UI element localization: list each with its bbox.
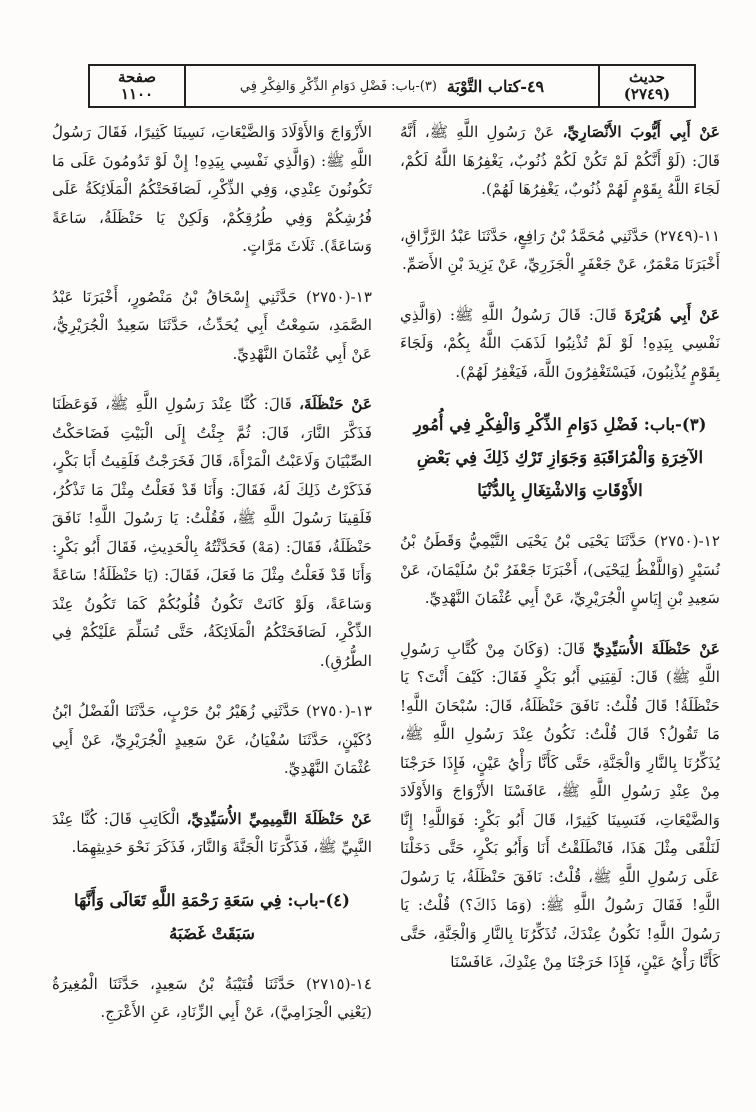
hadith-text: عَنْ حَنْظَلَةَ الأُسَيِّدِيِّ قَالَ: (وَكَانَ مِنْ كُتَّابِ رَسُولِ اللَّهِ ﷺ) قَالَ: لَقِيَنِي أَبُو بَكْرٍ فَقَالَ: كَيْفَ أَنْتَ؟ يَا حَنْظَلَةُ! قَالَ قُلْتُ: نَافَقَ حَنْظَلَةُ، قَالَ: سُبْحَانَ اللَّهِ! مَا تَقُولُ؟ قَالَ قُلْتُ: نَكُونُ عِنْدَ رَسُولِ اللَّهِ ﷺ، يُذَكِّرُنَا بِالنَّارِ وَالْجَنَّةِ، حَتَّى كَأَنَّا رَأْيُ عَيْنٍ، فَإِذَا خَرَجْنَا مِنْ عِنْدِ رَسُولِ اللَّهِ ﷺ، عَافَسْنَا الأَزْوَاجَ وَالأَوْلَادَ وَالضَّيْعَاتِ، فَنَسِينَا كَثِيرًا، قَالَ أَبُو بَكْرٍ: فَوَاللَّهِ! إِنَّا لَنَلْقَى مِثْلَ هَذَا، فَانْطَلَقْتُ أَنَا وَأَبُو بَكْرٍ، حَتَّى دَخَلْنَا عَلَى رَسُولِ اللَّهِ ﷺ، قُلْتُ: نَافَقَ حَنْظَلَةُ، يَا رَسُولَ اللَّهِ! فَقَالَ رَسُولُ اللَّهِ ﷺ: (وَمَا ذَاكَ؟) قُلْتُ: يَا رَسُولَ اللَّهِ! نَكُونُ عِنْدَكَ، تُذَكِّرُنَا بِالنَّارِ وَالْجَنَّةِ، حَتَّى كَأَنَّا رَأْيُ عَيْنٍ، فَإِذَا خَرَجْنَا مِنْ عِنْدِكَ، عَافَسْنَا (400, 639, 720, 971)
hadith-text: عَنْ أَبِي هُرَيْرَةَ قَالَ: قَالَ رَسُولُ اللَّهِ ﷺ: (وَالَّذِي نَفْسِي بِيَدِهِ! لَوْ لَمْ تُذْنِبُوا لَذَهَبَ اللَّهُ بِكُمْ، وَلَجَاءَ بِقَوْمٍ يُذْنِبُونَ، فَيَسْتَغْفِرُونَ اللَّهَ، فَيَغْفِرُ لَهُمْ). (400, 305, 720, 381)
hadith-text: عَنْ حَنْظَلَةَ، قَالَ: كُنَّا عِنْدَ رَسُولِ اللَّهِ ﷺ، فَوَعَظَنَا فَذَكَّرَ النَّارَ، قَالَ: ثُمَّ جِئْتُ إِلَى الْبَيْتِ فَضَاحَكْتُ الصِّبْيَانَ وَلَاعَبْتُ الْمَرْأَةَ، قَالَ فَخَرَجْتُ فَلَقِيتُ أَبَا بَكْرٍ، فَذَكَرْتُ ذَلِكَ لَهُ، فَقَالَ: وَأَنَا قَدْ فَعَلْتُ مِثْلَ مَا تَذْكُرُ، فَلَقِينَا رَسُولَ اللَّهِ ﷺ، فَقُلْتُ: يَا رَسُولَ اللَّهِ! نَافَقَ حَنْظَلَةُ، فَقَالَ: (مَهْ) فَحَدَّثْتُهُ بِالْحَدِيثِ، فَقَالَ أَبُو بَكْرٍ: وَأَنَا قَدْ فَعَلْتُ مِثْلَ مَا فَعَلَ، فَقَالَ: (يَا حَنْظَلَةُ! سَاعَةً وَسَاعَةً، وَلَوْ كَانَتْ تَكُونُ قُلُوبُكُمْ كَمَا تَكُونُ عِنْدَ الذِّكْرِ، لَصَافَحَتْكُمُ الْمَلَائِكَةُ، حَتَّى تُسَلِّمَ عَلَيْكُمْ فِي الطُّرُقِ). (52, 395, 373, 670)
narrator: عَنْ حَنْظَلَةَ التَّمِيمِيِّ الأُسَيِّدِيِّ، (186, 809, 372, 828)
narrator: عَنْ حَنْظَلَةَ الأُسَيِّدِيِّ (593, 639, 720, 658)
hadith-text: الأَزْوَاجَ وَالأَوْلَادَ وَالضَّيْعَاتِ، نَسِينَا كَثِيرًا، فَقَالَ رَسُولُ اللَّهِ ﷺ: (وَالَّذِي نَفْسِي بِيَدِهِ! إِنْ لَوْ تَدُومُونَ عَلَى مَا تَكُونُونَ عِنْدِي، وَفِي الذِّكْرِ، لَصَافَحَتْكُمُ الْمَلَائِكَةُ عَلَى فُرُشِكُمْ وَفِي طُرُقِكُمْ، وَلَكِنْ يَا حَنْظَلَةُ، سَاعَةً وَسَاعَةً). ثَلَاثَ مَرَّاتٍ. (52, 123, 372, 255)
chapter-heading: (٣)-باب: فَضْلِ دَوَامِ الذِّكْرِ وَالْفِكْرِ فِي أُمُورِ الآخِرَةِ وَالْمُرَاقَبَةِ وَجَوَازِ تَرْكِ ذَلِكَ فِي بَعْضِ الأَوْقَاتِ وَالاشْتِغَالِ بِالدُّنْيَا (413, 415, 707, 500)
chapter-subtitle: (٣)-باب: فَضْلِ دَوَامِ الذِّكْرِ وَالفِكْرِ فِي (239, 78, 437, 94)
hadith-label: حديث (628, 68, 666, 86)
page-label: صفحة (117, 68, 157, 86)
narrator: عَنْ أَبِي هُرَيْرَةَ (624, 305, 720, 324)
hadith-text: عَنْ أَبِي أَيُّوبَ الأَنْصَارِيِّ، عَنْ رَسُولِ اللَّهِ ﷺ، أَنَّهُ قَالَ: (لَوْ أَنَّكُمْ لَمْ تَكُنْ لَكُمْ ذُنُوبٌ، يَغْفِرُهَا اللَّهُ لَكُمْ، لَجَاءَ اللَّهُ بِقَوْمٍ لَهُمْ ذُنُوبٌ، يَغْفِرُهَا لَهُمْ). (400, 123, 720, 198)
isnad-paragraph: ١٤-(٢٧١٥) حَدَّثَنَا قُتَيْبَةُ بْنُ سَعِيدٍ، حَدَّثَنَا الْمُغِيرَةُ (يَعْنِي الْحِزَامِيَّ)، عَنْ أَبِي الزِّنَادِ، عَنِ الأَعْرَجِ. (52, 974, 372, 1021)
page-number-box (90, 66, 186, 106)
narrator: عَنْ أَبِي أَيُّوبَ الأَنْصَارِيِّ، (562, 123, 720, 141)
left-column (52, 118, 372, 1045)
narrator: عَنْ حَنْظَلَةَ، (299, 395, 373, 413)
hadith-number-box (598, 66, 694, 106)
isnad-paragraph: ١٣-(٢٧٥٠) حَدَّثَنِي إِسْحَاقُ بْنُ مَنْصُورٍ، أَخْبَرَنَا عَبْدُ الصَّمَدِ، سَمِعْتُ أَبِي يُحَدِّثُ، حَدَّثَنَا سَعِيدٌ الْجُرَيْرِيُّ، عَنْ أَبِي عُثْمَانَ النَّهْدِيِّ. (52, 287, 372, 363)
page-number: ١١٠٠ (120, 85, 154, 103)
isnad-paragraph: ١١-(٢٧٤٩) حَدَّثَنِي مُحَمَّدُ بْنُ رَافِعٍ، حَدَّثَنَا عَبْدُ الرَّزَّاقِ، أَخْبَرَنَا مَعْمَرٌ، عَنْ جَعْفَرٍ الْجَزَرِيِّ، عَنْ يَزِيدَ بْنِ الأَصَمِّ. (400, 226, 720, 273)
page-header (88, 64, 696, 108)
chapter-heading: (٤)-باب: فِي سَعَةِ رَحْمَةِ اللَّهِ تَعَالَى وَأَنَّهَا سَبَقَتْ غَضَبَهُ (74, 890, 350, 943)
right-column (400, 118, 720, 995)
hadith-number: (٢٧٤٩) (623, 85, 671, 103)
isnad-paragraph: ١٢-(٢٧٥٠) حَدَّثَنَا يَحْيَى بْنُ يَحْيَى التَّيْمِيُّ وَقَطَنُ بْنُ نُسَيْرٍ (وَاللَّفْظُ لِيَحْيَى)، أَخْبَرَنَا جَعْفَرُ بْنُ سُلَيْمَانَ، عَنْ سَعِيدِ بْنِ إِيَاسٍ الْجُرَيْرِيِّ، عَنْ أَبِي عُثْمَانَ النَّهْدِيِّ. (400, 532, 720, 607)
book-title: ٤٩-كتاب التَّوْبَة (446, 76, 545, 96)
isnad-paragraph: ١٣-(٢٧٥٠) حَدَّثَنِي زُهَيْرُ بْنُ حَرْبٍ، حَدَّثَنَا الْفَضْلُ ابْنُ دُكَيْنٍ، حَدَّثَنَا سُفْيَانُ، عَنْ سَعِيدٍ الْجُرَيْرِيِّ، عَنْ أَبِي عُثْمَانَ النَّهْدِيِّ. (52, 702, 372, 777)
header-title (186, 66, 598, 106)
hadith-text: عَنْ حَنْظَلَةَ التَّمِيمِيِّ الأُسَيِّدِيِّ، الْكَاتِبِ قَالَ: كُنَّا عِنْدَ النَّبِيِّ ﷺ، فَذَكَّرَنَا الْجَنَّةَ وَالنَّارَ، فَذَكَرَ نَحْوَ حَدِيثِهِمَا. (52, 809, 372, 856)
